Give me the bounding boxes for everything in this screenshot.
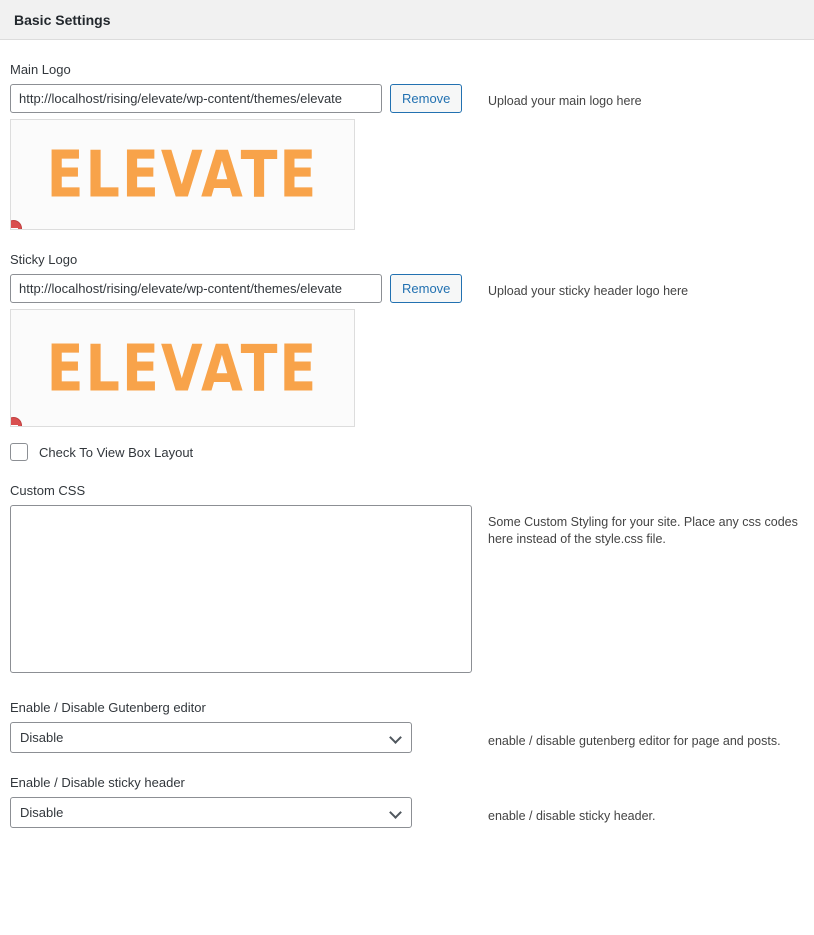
field-box-layout xyxy=(10,443,804,461)
sticky-header-label: Enable / Disable sticky header xyxy=(10,775,185,790)
custom-css-textarea[interactable] xyxy=(10,505,472,673)
sticky-logo-label: Sticky Logo xyxy=(10,252,78,267)
custom-css-label: Custom CSS xyxy=(10,483,86,498)
sticky-logo-remove-button[interactable]: Remove xyxy=(390,274,462,303)
main-logo-remove-button[interactable]: Remove xyxy=(390,84,462,113)
sticky-header-description: enable / disable sticky header. xyxy=(488,809,656,823)
sticky-header-select[interactable] xyxy=(10,797,412,828)
sticky-logo-remove-badge-icon[interactable] xyxy=(10,417,22,427)
sticky-logo-upload-row xyxy=(10,274,480,303)
custom-css-description: Some Custom Styling for your site. Place any css codes here instead of the style.css file. xyxy=(488,515,798,546)
sticky-logo-preview-text: ELEVATE xyxy=(46,330,319,406)
field-sticky-logo xyxy=(10,252,804,427)
box-layout-checkbox[interactable] xyxy=(10,443,28,461)
field-gutenberg-editor xyxy=(10,700,804,753)
gutenberg-select[interactable] xyxy=(10,722,412,753)
main-logo-preview-text: ELEVATE xyxy=(46,137,319,212)
field-sticky-header xyxy=(10,775,804,828)
main-logo-label: Main Logo xyxy=(10,62,71,77)
sticky-logo-preview xyxy=(10,309,355,427)
main-logo-upload-row xyxy=(10,84,480,113)
field-main-logo xyxy=(10,62,804,230)
sticky-logo-description: Upload your sticky header logo here xyxy=(488,284,689,298)
main-logo-url-input[interactable] xyxy=(10,84,382,113)
panel-header xyxy=(0,0,814,40)
box-layout-label: Check To View Box Layout xyxy=(39,444,194,460)
main-logo-preview xyxy=(10,119,355,230)
settings-content xyxy=(0,62,814,828)
gutenberg-description: enable / disable gutenberg editor for page and posts. xyxy=(488,734,781,748)
main-logo-description: Upload your main logo here xyxy=(488,94,642,108)
main-logo-remove-badge-icon[interactable] xyxy=(10,220,22,230)
sticky-logo-url-input[interactable] xyxy=(10,274,382,303)
gutenberg-label: Enable / Disable Gutenberg editor xyxy=(10,700,206,715)
page-title: Basic Settings xyxy=(14,11,111,28)
field-custom-css xyxy=(10,483,804,678)
